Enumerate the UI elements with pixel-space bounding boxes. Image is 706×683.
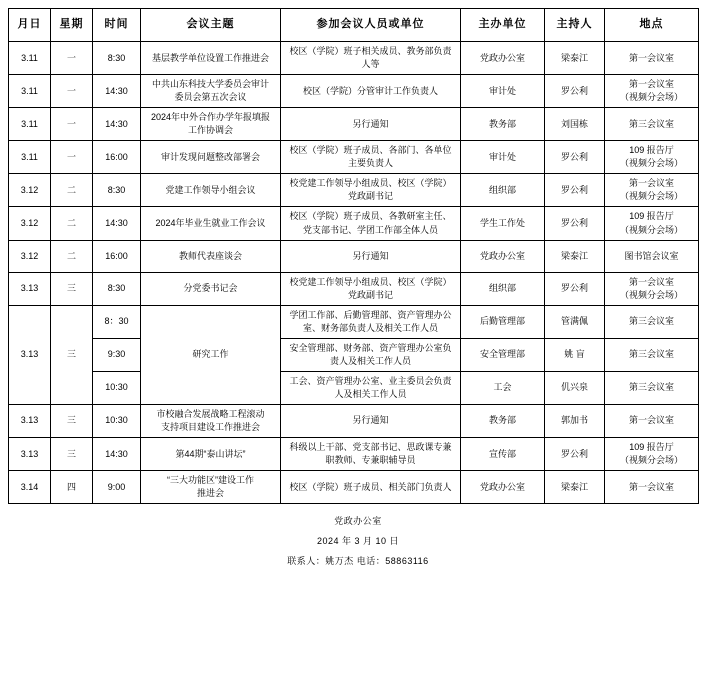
table-body xyxy=(9,42,699,504)
cell-time: 8：30 xyxy=(93,305,141,338)
table-row xyxy=(9,371,699,404)
cell-date: 3.11 xyxy=(9,108,51,141)
column-header-topic: 会议主题 xyxy=(141,9,281,42)
cell-date: 3.14 xyxy=(9,471,51,504)
cell-date: 3.12 xyxy=(9,174,51,207)
cell-chair: 姚 盲 xyxy=(545,338,605,371)
cell-organizer: 教务部 xyxy=(461,108,545,141)
cell-location: 第三会议室 xyxy=(605,371,699,404)
cell-date: 3.11 xyxy=(9,42,51,75)
cell-weekday: 三 xyxy=(51,305,93,404)
cell-location: 109 报告厅 （视频分会场） xyxy=(605,207,699,240)
cell-organizer: 工会 xyxy=(461,371,545,404)
column-header-location: 地点 xyxy=(605,9,699,42)
table-row xyxy=(9,141,699,174)
table-row xyxy=(9,174,699,207)
cell-weekday: 一 xyxy=(51,42,93,75)
cell-chair: 管满佩 xyxy=(545,305,605,338)
cell-topic: 2024年毕业生就业工作会议 xyxy=(141,207,281,240)
cell-organizer: 审计处 xyxy=(461,75,545,108)
cell-weekday: 二 xyxy=(51,174,93,207)
cell-weekday: 一 xyxy=(51,108,93,141)
cell-organizer: 组织部 xyxy=(461,272,545,305)
cell-time: 14:30 xyxy=(93,438,141,471)
cell-chair: 仉兴泉 xyxy=(545,371,605,404)
cell-weekday: 三 xyxy=(51,438,93,471)
cell-participants: 校区（学院）班子成员、各部门、各单位 主要负责人 xyxy=(281,141,461,174)
cell-location: 图书馆会议室 xyxy=(605,240,699,272)
cell-time: 14:30 xyxy=(93,207,141,240)
cell-topic: “三大功能区”建设工作 推进会 xyxy=(141,471,281,504)
cell-organizer: 学生工作处 xyxy=(461,207,545,240)
cell-weekday: 一 xyxy=(51,75,93,108)
cell-topic: 基层教学单位设置工作推进会 xyxy=(141,42,281,75)
cell-time: 14:30 xyxy=(93,108,141,141)
cell-time: 10:30 xyxy=(93,404,141,437)
cell-chair: 罗公利 xyxy=(545,174,605,207)
cell-location: 109 报告厅 （视频分会场） xyxy=(605,438,699,471)
cell-organizer: 教务部 xyxy=(461,404,545,437)
cell-time: 10:30 xyxy=(93,371,141,404)
table-header-row xyxy=(9,9,699,42)
table-row xyxy=(9,404,699,437)
cell-organizer: 党政办公室 xyxy=(461,42,545,75)
cell-chair: 梁泰江 xyxy=(545,471,605,504)
cell-organizer: 安全管理部 xyxy=(461,338,545,371)
table-row xyxy=(9,42,699,75)
cell-date: 3.12 xyxy=(9,207,51,240)
cell-participants: 学团工作部、后勤管理部、资产管理办公 室、财务部负责人及相关工作人员 xyxy=(281,305,461,338)
table-row xyxy=(9,338,699,371)
column-header-participants: 参加会议人员或单位 xyxy=(281,9,461,42)
cell-topic: 审计发现问题整改部署会 xyxy=(141,141,281,174)
cell-location: 第三会议室 xyxy=(605,338,699,371)
cell-time: 8:30 xyxy=(93,42,141,75)
cell-time: 16:00 xyxy=(93,240,141,272)
cell-topic: 教师代表座谈会 xyxy=(141,240,281,272)
cell-location: 第一会议室 xyxy=(605,42,699,75)
document-footer xyxy=(8,514,698,567)
cell-date: 3.13 xyxy=(9,272,51,305)
footer-date: 2024 年 3 月 10 日 xyxy=(316,536,400,547)
cell-participants: 另行通知 xyxy=(281,404,461,437)
cell-topic: 研究工作 xyxy=(141,305,281,404)
cell-chair: 罗公利 xyxy=(545,141,605,174)
meeting-schedule-table xyxy=(8,8,699,504)
cell-location: 第一会议室 xyxy=(605,471,699,504)
cell-participants: 另行通知 xyxy=(281,108,461,141)
cell-time: 14:30 xyxy=(93,75,141,108)
cell-date: 3.13 xyxy=(9,438,51,471)
cell-chair: 罗公利 xyxy=(545,75,605,108)
footer-department: 党政办公室 xyxy=(334,516,382,527)
cell-participants: 校区（学院）班子相关成员、教务部负责 人等 xyxy=(281,42,461,75)
cell-location: 第三会议室 xyxy=(605,108,699,141)
column-header-organizer: 主办单位 xyxy=(461,9,545,42)
cell-organizer: 组织部 xyxy=(461,174,545,207)
column-header-time: 时间 xyxy=(93,9,141,42)
cell-weekday: 三 xyxy=(51,404,93,437)
cell-organizer: 党政办公室 xyxy=(461,240,545,272)
cell-chair: 刘国栋 xyxy=(545,108,605,141)
cell-topic: 市校融合发展战略工程滚动 支持项目建设工作推进会 xyxy=(141,404,281,437)
cell-date: 3.13 xyxy=(9,305,51,404)
table-row xyxy=(9,305,699,338)
table-row xyxy=(9,75,699,108)
cell-location: 第一会议室 （视频分会场） xyxy=(605,75,699,108)
cell-chair: 梁泰江 xyxy=(545,240,605,272)
cell-weekday: 二 xyxy=(51,240,93,272)
cell-location: 109 报告厅 （视频分会场） xyxy=(605,141,699,174)
cell-participants: 另行通知 xyxy=(281,240,461,272)
cell-topic: 分党委书记会 xyxy=(141,272,281,305)
cell-participants: 校区（学院）班子成员、各教研室主任、 党支部书记、学团工作部全体人员 xyxy=(281,207,461,240)
cell-weekday: 一 xyxy=(51,141,93,174)
cell-weekday: 二 xyxy=(51,207,93,240)
cell-organizer: 审计处 xyxy=(461,141,545,174)
cell-organizer: 宣传部 xyxy=(461,438,545,471)
cell-location: 第三会议室 xyxy=(605,305,699,338)
cell-time: 8:30 xyxy=(93,272,141,305)
cell-topic: 党建工作领导小组会议 xyxy=(141,174,281,207)
column-header-date: 月日 xyxy=(9,9,51,42)
table-row xyxy=(9,272,699,305)
cell-time: 9:30 xyxy=(93,338,141,371)
cell-organizer: 后勤管理部 xyxy=(461,305,545,338)
cell-location: 第一会议室 （视频分会场） xyxy=(605,272,699,305)
table-row xyxy=(9,471,699,504)
cell-participants: 科级以上干部、党支部书记、思政课专兼 职教师、专兼职辅导员 xyxy=(281,438,461,471)
cell-chair: 罗公利 xyxy=(545,272,605,305)
cell-date: 3.12 xyxy=(9,240,51,272)
cell-time: 9:00 xyxy=(93,471,141,504)
cell-weekday: 四 xyxy=(51,471,93,504)
cell-chair: 罗公利 xyxy=(545,438,605,471)
cell-time: 8:30 xyxy=(93,174,141,207)
cell-location: 第一会议室 （视频分会场） xyxy=(605,174,699,207)
cell-organizer: 党政办公室 xyxy=(461,471,545,504)
cell-topic: 中共山东科技大学委员会审计 委员会第五次会议 xyxy=(141,75,281,108)
table-row xyxy=(9,438,699,471)
cell-weekday: 三 xyxy=(51,272,93,305)
column-header-weekday: 星期 xyxy=(51,9,93,42)
cell-location: 第一会议室 xyxy=(605,404,699,437)
cell-date: 3.11 xyxy=(9,141,51,174)
cell-time: 16:00 xyxy=(93,141,141,174)
cell-date: 3.13 xyxy=(9,404,51,437)
table-row xyxy=(9,108,699,141)
cell-participants: 校党建工作领导小组成员、校区（学院） 党政副书记 xyxy=(281,174,461,207)
footer-contact: 联系人：姚万杰 电话：58863116 xyxy=(287,556,429,567)
cell-chair: 梁泰江 xyxy=(545,42,605,75)
cell-date: 3.11 xyxy=(9,75,51,108)
cell-topic: 第44期“泰山讲坛” xyxy=(141,438,281,471)
table-row xyxy=(9,207,699,240)
cell-chair: 罗公利 xyxy=(545,207,605,240)
cell-participants: 校区（学院）分管审计工作负责人 xyxy=(281,75,461,108)
cell-participants: 校区（学院）班子成员、相关部门负责人 xyxy=(281,471,461,504)
cell-topic: 2024年中外合作办学年报填报 工作协调会 xyxy=(141,108,281,141)
cell-participants: 工会、资产管理办公室、业主委员会负责 人及相关工作人员 xyxy=(281,371,461,404)
cell-chair: 郭加书 xyxy=(545,404,605,437)
column-header-chair: 主持人 xyxy=(545,9,605,42)
table-row xyxy=(9,240,699,272)
cell-participants: 安全管理部、财务部、资产管理办公室负 责人及相关工作人员 xyxy=(281,338,461,371)
cell-participants: 校党建工作领导小组成员、校区（学院） 党政副书记 xyxy=(281,272,461,305)
